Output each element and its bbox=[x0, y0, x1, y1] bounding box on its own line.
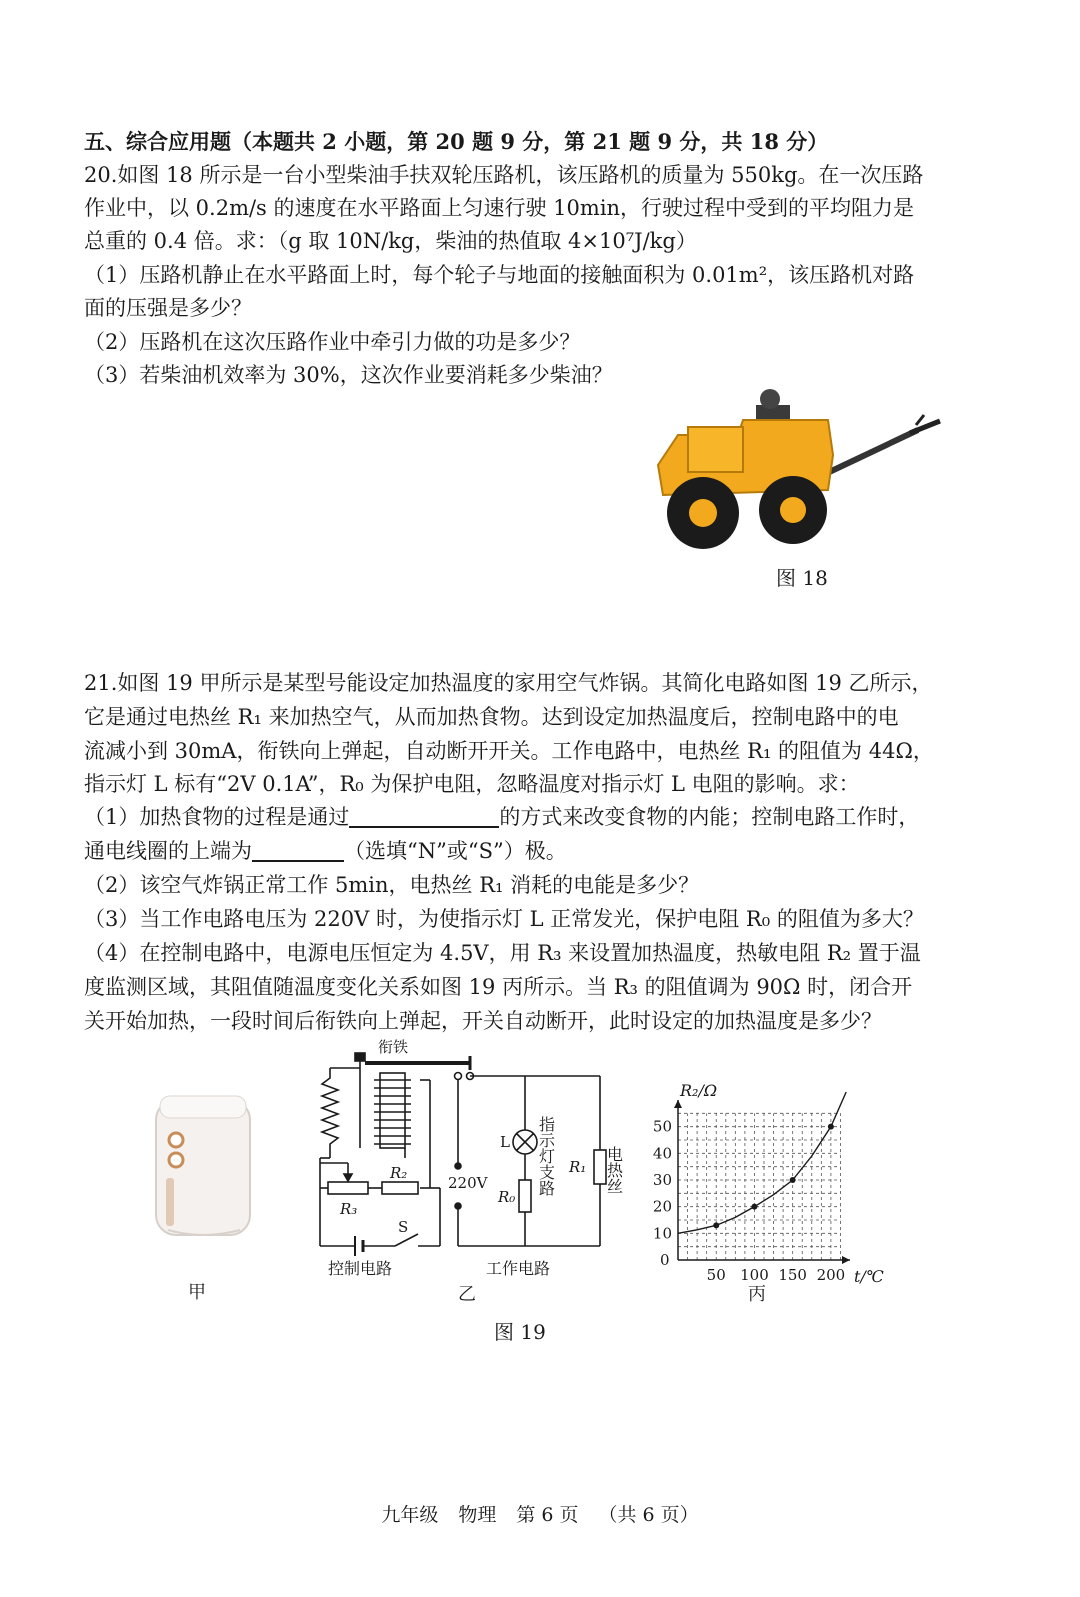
circuit-r1-label: R₁ bbox=[569, 1158, 587, 1176]
circuit-r3-label: R₃ bbox=[340, 1200, 358, 1218]
circuit-heater-label: 电热丝 bbox=[604, 1146, 624, 1194]
q21-sub3: （3）当工作电路电压为 220V 时，为使指示灯 L 正常发光，保护电阻 R₀ 的阻值为多大？ bbox=[84, 907, 924, 931]
q21-sub1-text-c: 通电线圈的上端为 bbox=[84, 839, 252, 863]
footer-grade: 九年级 bbox=[381, 1504, 439, 1526]
circuit-control-label: 控制电路 bbox=[328, 1259, 393, 1278]
r2-temperature-chart bbox=[640, 1070, 900, 1292]
q21-sub4-line-2: 度监测区域，其阻值随温度变化关系如图 19 丙所示。当 R₃ 的阻值调为 90Ω 时，闭合开 bbox=[84, 975, 913, 999]
footer-total: （共 6 页） bbox=[598, 1504, 699, 1526]
figure-18-caption: 图 18 bbox=[776, 566, 828, 590]
q21-line-3: 流减小到 30mA，衔铁向上弹起，自动断开开关。工作电路中，电热丝 R₁ 的阻值为 44Ω， bbox=[84, 739, 934, 763]
chart-y-tick-label: 10 bbox=[652, 1224, 672, 1243]
circuit-r0-label: R₀ bbox=[498, 1188, 516, 1206]
chart-y-tick-label: 50 bbox=[652, 1117, 672, 1136]
circuit-r2-label: R₂ bbox=[390, 1164, 408, 1182]
q20-line-3: 总重的 0.4 倍。求：（g 取 10N/kg，柴油的热值取 4×10⁷J/kg） bbox=[84, 229, 697, 253]
fig-jia-label: 甲 bbox=[188, 1282, 206, 1303]
chart-data-point bbox=[713, 1222, 719, 1228]
q20-line-2: 作业中，以 0.2m/s 的速度在水平路面上匀速行驶 10min，行驶过程中受到的平均阻力是 bbox=[84, 196, 915, 220]
circuit-lamp-branch-label: 指示灯支路 bbox=[536, 1116, 556, 1196]
footer-page: 第 6 页 bbox=[516, 1504, 579, 1526]
chart-data-point bbox=[828, 1124, 834, 1130]
q20-line-1: 20.如图 18 所示是一台小型柴油手扶双轮压路机，该压路机的质量为 550kg。在一次压路 bbox=[84, 163, 924, 187]
q21-sub4-line-1: （4）在控制电路中，电源电压恒定为 4.5V，用 R₃ 来设置加热温度，热敏电阻 R₂ 置于温 bbox=[84, 941, 921, 965]
q21-sub1-line-1 bbox=[84, 800, 1004, 834]
q21-sub2: （2）该空气炸锅正常工作 5min，电热丝 R₁ 消耗的电能是多少？ bbox=[84, 873, 700, 897]
chart-x-tick-label: 50 bbox=[706, 1266, 726, 1284]
chart-data-point bbox=[751, 1204, 757, 1210]
circuit-work-label: 工作电路 bbox=[486, 1259, 551, 1278]
circuit-voltage-label: 220V bbox=[448, 1174, 488, 1192]
fig-yi-label: 乙 bbox=[458, 1284, 476, 1305]
q20-line-5: 面的压强是多少？ bbox=[84, 296, 252, 320]
chart-y-tick-label: 20 bbox=[652, 1197, 672, 1216]
answer-blank-1[interactable] bbox=[349, 804, 499, 828]
chart-x-tick-label: 150 bbox=[778, 1266, 807, 1284]
answer-blank-2[interactable] bbox=[252, 838, 344, 862]
q21-sub4-line-3: 关开始加热，一段时间后衔铁向上弹起，开关自动断开，此时设定的加热温度是多少？ bbox=[84, 1009, 882, 1033]
q21-line-2: 它是通过电热丝 R₁ 来加热空气，从而加热食物。达到设定加热温度后，控制电路中的电 bbox=[84, 705, 899, 729]
q21-sub1-text-d: （选填“N”或“S”）极。 bbox=[344, 839, 567, 863]
circuit-armature-label: 衔铁 bbox=[378, 1038, 409, 1056]
chart-x-tick-label: 100 bbox=[740, 1266, 769, 1284]
circuit-switch-label: S bbox=[398, 1218, 409, 1236]
section-title: 五、综合应用题（本题共 2 小题，第 20 题 9 分，第 21 题 9 分，共 18 分） bbox=[84, 129, 829, 154]
q21-sub1-line-2 bbox=[84, 834, 1004, 868]
air-fryer-image bbox=[148, 1090, 258, 1240]
chart-x-arrow bbox=[842, 1256, 850, 1264]
road-roller-image bbox=[648, 385, 948, 560]
chart-x-axis-label: t/℃ bbox=[854, 1267, 884, 1286]
q21-sub1-text-b: 的方式来改变食物的内能；控制电路工作时， bbox=[499, 805, 920, 829]
page-footer bbox=[0, 1500, 1080, 1527]
q20-line-4: （1）压路机静止在水平路面上时，每个轮子与地面的接触面积为 0.01m²，该压路机对路 bbox=[84, 263, 915, 287]
circuit-diagram bbox=[310, 1038, 630, 1278]
chart-y-arrow bbox=[674, 1100, 682, 1108]
q21-line-1: 21.如图 19 甲所示是某型号能设定加热温度的家用空气炸锅。其简化电路如图 19 乙所示， bbox=[84, 671, 933, 695]
chart-y-tick-label: 40 bbox=[652, 1144, 672, 1163]
chart-x-tick-label: 200 bbox=[816, 1266, 846, 1284]
footer-subject: 物理 bbox=[458, 1504, 497, 1526]
figure-19-caption: 图 19 bbox=[494, 1320, 546, 1344]
q21-sub1-text-a: （1）加热食物的过程是通过 bbox=[84, 805, 350, 829]
chart-origin-label: 0 bbox=[660, 1251, 670, 1269]
chart-y-axis-label: R₂/Ω bbox=[680, 1081, 718, 1100]
circuit-lamp-label: L bbox=[500, 1133, 510, 1151]
q21-line-4: 指示灯 L 标有“2V 0.1A”，R₀ 为保护电阻，忽略温度对指示灯 L 电阻的影响。求： bbox=[84, 772, 860, 796]
fig-bing-label: 丙 bbox=[748, 1284, 766, 1305]
q20-line-7: （3）若柴油机效率为 30%，这次作业要消耗多少柴油？ bbox=[84, 363, 613, 387]
chart-data-point bbox=[790, 1177, 796, 1183]
q20-line-6: （2）压路机在这次压路作业中牵引力做的功是多少？ bbox=[84, 330, 581, 354]
chart-y-tick-label: 30 bbox=[652, 1171, 672, 1189]
